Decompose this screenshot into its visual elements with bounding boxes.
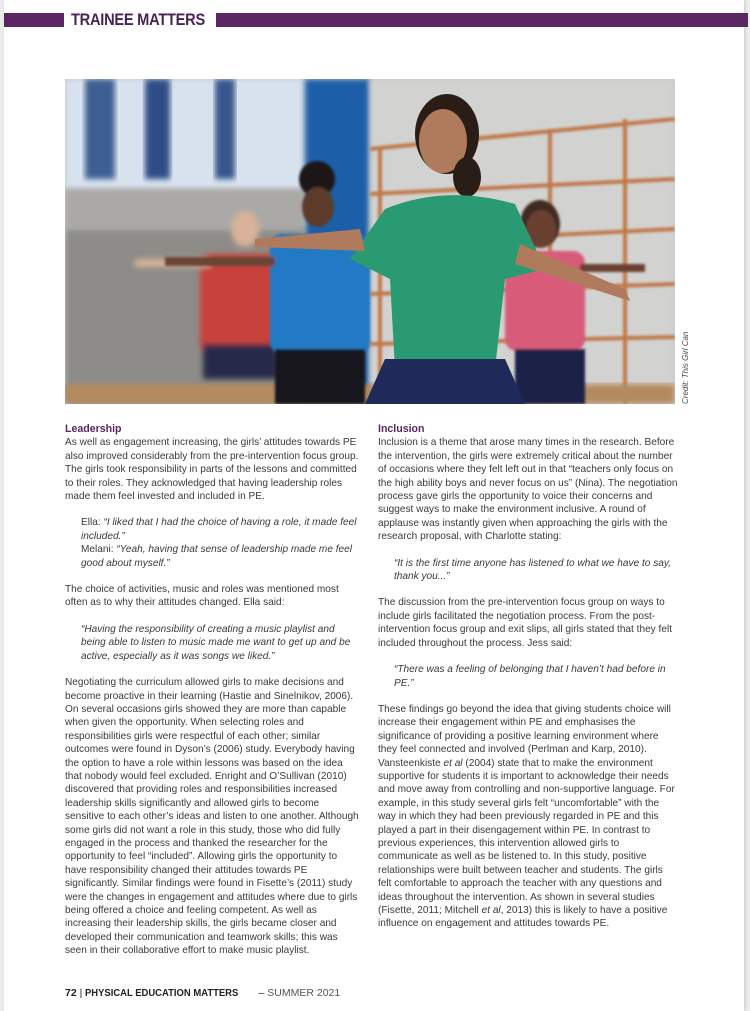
inclusion-paragraph-2: The discussion from the pre-intervention focus group on ways to include girls facilitated the negotiation process. From the post-intervention focus group and exit slips, all girls stated that they felt included throughout the process. Jess said: [378,597,673,649]
footer-dash: – [255,987,268,999]
et-al-1: et al [443,757,463,769]
inclusion-quote-charlotte: “It is the first time anyone has listened to what we have to say, thank you...” [394,557,671,583]
section-title: TRAINEE MATTERS [71,10,205,29]
para3-part-a: These findings go beyond the idea that giving students choice will increase their engagement within PE and emphasises the significance of providing a positive learning environment where they feel connected and involved (Perlman and Karp, 2010). Vansteenkiste [378,703,671,769]
inclusion-paragraph-1: Inclusion is a theme that arose many times in the research. Before the intervention, the girls were extremely critical about the number of occasions where they felt left out in that “teachers only focus on the high ability boys and never focus on us” (Nina). The negotiation process gave girls the opportunity to voice their concerns and suggest ways to make the environment inclusive. A round of applause was instantly given when approaching the girls with the research proposal, with Charlotte stating: [378,437,678,543]
quote-ella: “I liked that I had the choice of having a role, it made feel included.” [81,517,357,542]
inclusion-paragraph-3 [378,703,678,931]
header-bar-left [4,13,64,27]
photo-illustration [65,79,675,404]
footer-separator: | [76,987,86,999]
article-photo [65,79,675,404]
leadership-paragraph-3: Negotiating the curriculum allowed girls to make decisions and become proactive in their learning (Hastie and Sinelnikov, 2006). On several occasions girls showed they are more than capable when given the opportunity. When selecting roles and responsibilities girls were respectful of each other; similar outcomes were found in Dyson’s (2006) study. Everybody having the option to have a role within lessons was based on the idea that nobody would feel excluded. Enright and O’Sullivan (2010) discovered that providing roles and responsibilities increased leadership skills significantly and allowed girls to become sensitive to each other’s ideas and listen to one another. Although some girls did not want a role in this study, those who did fully engaged in the process and thanked the researcher for the opportunity to feel “included”. Allowing girls the opportunity to have responsibility changed their attitudes towards PE significantly. Similar findings were found in Fisette’s (2011) study were the changes in engagement and attitudes where due to girls being offered a choice and feeling competent. As well as increasing their leadership skills, the girls became closer and developed their communication and teamwork skills; this was seen in their collaborative effort to make music playlist. [65,677,359,957]
page-number: 72 [65,987,77,999]
et-al-2: et al [481,905,501,916]
inclusion-column [378,423,678,944]
leadership-column [65,423,360,971]
header-bar-right [216,13,748,27]
quote-speaker-melani: Melani: [81,544,117,556]
leadership-paragraph-2: The choice of activities, music and roles was mentioned most often as to why their attitudes changed. Ella said: [65,584,339,609]
photo-credit: Credit: This Girl Can [681,331,690,404]
issue-name: SUMMER 2021 [267,987,341,999]
leadership-paragraph-1: As well as engagement increasing, the girls’ attitudes towards PE also improved considerably from the pre-intervention focus group. The girls took responsibility in parts of the lessons and committed to their roles. They acknowledged that having leadership roles made them feel invested and included in PE. [65,437,359,503]
page-footer [65,987,340,999]
para3-part-b: (2004) state that to make the environment supportive for students it is important to acknowledge their needs and move away from controlling and non-supportive language. For example, in this study several girls felt “uncomfortable” with the way in which they had been previously regarded in PE and this played a part in their disengagement within PE. In contrast to previous experiences, this intervention allowed girls to communicate as well as be listened to. In this study, positive relationships were built between teacher and students. The girls felt comfortable to approach the teacher with any questions and ideas throughout the intervention. As shown in several studies (Fisette, 2011; Mitchell [378,757,675,916]
leadership-heading: Leadership [65,423,122,435]
leadership-quote-playlist: “Having the responsibility of creating a music playlist and being able to listen to music made me want to get up and be active, especially as it was songs we liked.” [81,623,351,662]
inclusion-heading: Inclusion [378,423,425,435]
magazine-name: PHYSICAL EDUCATION MATTERS [85,987,239,999]
magazine-page [4,0,744,1011]
quote-speaker-ella: Ella: [81,517,104,529]
para3-part-c: , 2013) this is likely to have a positive influence on engagement and attitudes towards PE. [378,905,668,930]
quote-melani: “Yeah, having that sense of leadership made me feel good about myself.” [81,544,353,569]
inclusion-quote-jess: “There was a feeling of belonging that I haven’t had before in PE.” [394,664,666,689]
leadership-quotes [81,516,360,570]
